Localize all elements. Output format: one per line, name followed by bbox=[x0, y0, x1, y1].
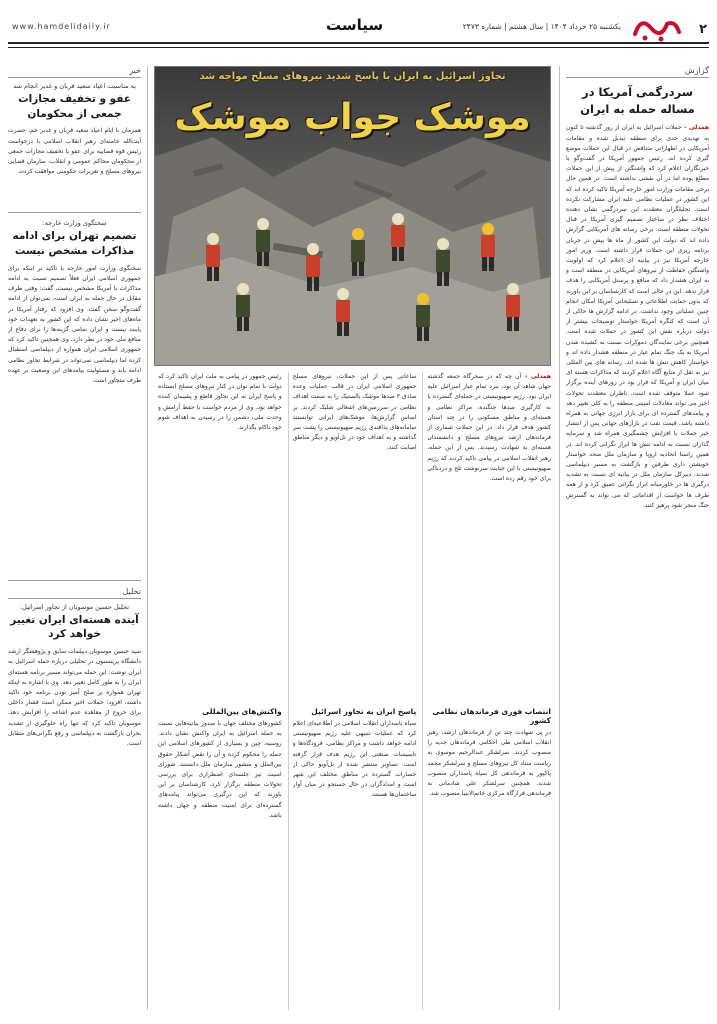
center-col1-lead: همدلی – bbox=[524, 373, 551, 380]
item3-body: سید حسین موسویان دیپلمات سابق و پژوهشگر ارشد دانشگاه پرینستون در تحلیلی درباره حمله اسرائیل به ایران نوشت: این حمله می‌تواند مسیر برنامه هسته‌ای ایران را به طور کامل تغییر دهد. وی با اشاره به اینکه تهران همواره بر صلح آمیز بودن برنامه خود تاکید داشته، افزود: حملات اخیر ممکن است فشار داخلی برای خروج از معاهده عدم اشاعه را افزایش دهد. موسویان تاکید کرد که تنها راه جلوگیری از تشدید بحران بازگشت به دیپلماسی و رفع نگرانی‌های متقابل است. bbox=[8, 648, 141, 747]
item3-title: آینده هسته‌ای ایران تغییر خواهد کرد bbox=[10, 613, 139, 641]
center-column-1 bbox=[422, 372, 551, 1010]
right-article-body bbox=[566, 123, 709, 993]
hero-photo bbox=[154, 66, 551, 366]
center-col3-body: رئیس جمهور در پیامی به ملت ایران تاکید کرد که دولت با تمام توان در کنار نیروهای مسلح ایستاده و پاسخ ایران به این تجاوز قاطع و پشیمان کننده خواهد بود. وی از مردم خواست با حفظ آرامش و وحدت ملی، دشمن را در رسیدن به اهداف شوم خود ناکام بگذارند. bbox=[157, 373, 282, 432]
report-tag: گزارش bbox=[566, 66, 709, 78]
center-col3-subhead: واکنش‌های بین‌المللی bbox=[202, 707, 282, 716]
center-col3-body2: کشورهای مختلف جهان با صدور بیانیه‌هایی نسبت به حمله اسرائیل به ایران واکنش نشان دادند. روسیه، چین و بسیاری از کشورهای اسلامی این حمله را محکوم کرده و آن را نقض آشکار حقوق بین‌الملل و منشور سازمان ملل دانستند. شورای امنیت نیز جلسه‌ای اضطراری برای بررسی تحولات منطقه برگزار کرد. کارشناسان بر این باورند که این درگیری می‌تواند پیامدهای گسترده‌ای برای امنیت منطقه و جهان داشته باشد. bbox=[157, 720, 282, 819]
center-col2-subhead: پاسخ ایران به تجاوز اسرائیل bbox=[311, 707, 417, 716]
item2-title: تصمیم تهران برای ادامه مذاکرات مشخص نیست bbox=[12, 230, 137, 258]
center-column-2 bbox=[288, 372, 417, 1010]
left-column bbox=[8, 66, 148, 1010]
divider bbox=[8, 212, 141, 213]
header-rule bbox=[8, 42, 709, 48]
masthead bbox=[0, 0, 717, 60]
center-col1-body2: در پی شهادت چند تن از فرماندهان ارشد، رهبر انقلاب اسلامی طی احکامی فرماندهان جدید را منصوب کردند. سرلشکر عبدالرحیم موسوی به ریاست ستاد کل نیروهای مسلح و سرلشکر محمد پاکپور به فرماندهی کل سپاه پاسداران منصوب شدند. همچنین سرلشکر علی شادمانی به فرماندهی قرارگاه مرکزی خاتم‌الانبیا منصوب شد. bbox=[427, 729, 551, 798]
item2-body: سخنگوی وزارت امور خارجه با تاکید بر اینکه برای جمهوری اسلامی ایران فعلاً تصمیم نسبت به ادامه مذاکرات با آمریکا مشخص نیست، گفت: وقتی طرف مقابل در حال حمله به ایران است، نمی‌توان از ادامه گفت‌وگو سخن گفت. وی افزود که رفتار آمریکا در ماه‌های اخیر نشان داده که این کشور به تعهدات خود پایبند نیست و ایران تمامی گزینه‌ها را برای دفاع از منافع ملی خود در نظر دارد. وی همچنین تاکید کرد که جمهوری اسلامی ایران همواره از دیپلماسی استقبال کرده اما دیپلماسی نمی‌تواند در شرایط تجاوز نظامی ادامه یابد و مسئولیت پیامدهای این وضعیت بر عهده طرف متجاوز است. bbox=[8, 264, 141, 384]
right-article-lead: همدلی – bbox=[683, 124, 709, 132]
center-col2-body2: سپاه پاسداران انقلاب اسلامی در اطلاعیه‌ای اعلام کرد که عملیات تنبیهی علیه رژیم صهیونیستی ادامه خواهد داشت و مراکز نظامی، فرودگاه‌ها و تاسیسات صنعتی این رژیم هدف قرار گرفته است. تصاویر منتشر شده از تل‌آویو حاکی از خسارات گسترده در مناطق مختلف این شهر است و امدادگران در حال جستجو در میان آوار ساختمان‌ها هستند. bbox=[292, 720, 417, 799]
right-article-text: حملات اسرائیل به ایران از روز گذشته تا کنون به تهدیدی جدی برای منطقه تبدیل شده و مقامات آمریکایی در اظهاراتی متناقض در قبال این حملات موضع گیری کرده اند. رئیس جمهور آمریکا در گفت‌وگو با خبرنگاران اعلام کرد که واشنگتن از پیش از این حملات مطلع بوده اما در آن نقشی نداشته است. در همین حال برخی مقامات وزارت امور خارجه آمریکا تاکید کرده اند که این کشور در عملیات نظامی علیه ایران مشارکت نکرده است. تحلیلگران معتقدند این سردرگمی نشان دهنده اختلاف نظر در ساختار تصمیم گیری آمریکا در قبال تحولات منطقه است. برخی رسانه های آمریکایی گزارش داده اند که دولت این کشور از ماه ها پیش در جریان برنامه ریزی این حملات قرار داشته است. وزیر امور خارجه آمریکا نیز در بیانیه ای اعلام کرد که اولویت واشنگتن حفاظت از نیروهای آمریکایی در منطقه است و به ایران هشدار داد که منافع و پرسنل آمریکایی را هدف قرار ندهد. این در حالی است که کارشناسان بر این باورند که بدون حمایت اطلاعاتی و تسلیحاتی آمریکا امکان انجام چنین عملیاتی وجود نداشت. در ادامه گزارش ها حاکی از آن است که کنگره آمریکا خواستار توضیحات بیشتر از دولت درباره نقش این کشور در حملات شده است. همچنین برخی نمایندگان دموکرات نسبت به کشیده شدن آمریکا به یک جنگ تمام عیار در منطقه هشدار داده اند و خواستار کاهش تنش ها شده اند. رسانه های بین المللی نیز به نقل از منابع آگاه اعلام کردند که مذاکرات هسته ای میان ایران و آمریکا که قرار بود در روزهای آینده برگزار شود عملا متوقف شده است. ناظران معتقدند تحولات اخیر می تواند معادلات امنیتی منطقه را به کلی تغییر دهد و پیامدهای گسترده ای برای بازار انرژی جهانی به همراه داشته باشد. قیمت نفت در بازارهای جهانی پس از انتشار خبر حملات با افزایش چشمگیری همراه شد و سرمایه گذاران نسبت به ادامه تنش ها ابراز نگرانی کرده اند. در همین راستا اتحادیه اروپا و سازمان ملل متحد خواستار خویشتن داری طرفین و بازگشت به مسیر دیپلماسی شدند. دبیرکل سازمان ملل در بیانیه ای نسبت به تشدید درگیری ها در خاورمیانه ابراز نگرانی عمیق کرد و از همه طرف ها خواست از اقداماتی که می تواند به گسترش جنگ منجر شود پرهیز کنند. bbox=[566, 124, 709, 509]
item1-kicker: به مناسبت اعیاد سعید قربان و غدیر انجام شد bbox=[13, 82, 136, 90]
center-section bbox=[154, 66, 551, 1010]
newspaper-logo bbox=[631, 10, 683, 46]
center-col1-subhead: انتصاب فوری فرماندهان نظامی کشور bbox=[432, 707, 551, 725]
center-article-columns bbox=[154, 372, 551, 1010]
center-col1-body bbox=[427, 372, 551, 702]
right-column bbox=[559, 66, 709, 1010]
website-url[interactable]: www.hamdelidaily.ir bbox=[12, 22, 111, 31]
center-col2-body: ساعاتی پس از این حملات، نیروهای مسلح جمهوری اسلامی ایران در قالب عملیات وعده صادق ۳ صدها موشک بالستیک را به سمت اهداف نظامی در سرزمین‌های اشغالی شلیک کردند. بر اساس گزارش‌ها، موشک‌های ایرانی توانستند سامانه‌های پدافندی رژیم صهیونیستی را پشت سر گذاشته و به اهداف خود در تل‌آویو و دیگر مناطق اصابت کنند. bbox=[292, 373, 417, 452]
section-title: سیاست bbox=[326, 16, 384, 34]
main-headline: موشک جواب موشک bbox=[174, 97, 531, 138]
center-column-3 bbox=[154, 372, 282, 1010]
item1-title: عفو و تخفیف مجازات جمعی از محکومان bbox=[18, 93, 131, 120]
analysis-tag: تحلیل bbox=[8, 587, 141, 599]
hero-kicker: تجاوز اسرائیل به ایران با پاسخ شدید نیروهای مسلح مواجه شد bbox=[199, 71, 506, 82]
center-col1-text: آن چه که در سحرگاه جمعه گذشته جهان شاهد آن بود، نبرد تمام عیار اسرائیل علیه ایران بود. رژیم صهیونیستی در حمله‌ای گسترده با به کارگیری صدها جنگنده، مراکز نظامی و هسته‌ای و مناطق مسکونی را در چند استان کشور هدف قرار داد. در این حملات شماری از فرماندهان ارشد نیروهای مسلح و دانشمندان هسته‌ای به شهادت رسیدند. پس از این حمله، رهبر انقلاب اسلامی در پیامی تاکید کردند که رژیم صهیونیستی با این جنایت سرنوشت تلخ و دردناکی برای خود رقم زده است. bbox=[427, 373, 551, 483]
news-tag: خبر bbox=[8, 66, 141, 78]
page-number: ۲ bbox=[699, 22, 707, 37]
item2-kicker: سخنگوی وزارت خارجه: bbox=[42, 219, 107, 228]
right-article-headline: سردرگمی آمریکا در مساله حمله به ایران bbox=[580, 85, 695, 116]
date-line: یکشنبه ۲۵ خرداد ۱۴۰۴ | سال هشتم | شماره ۲۴۷۳ bbox=[462, 22, 621, 31]
divider bbox=[8, 580, 141, 581]
item3-kicker: تحلیل حسین موسویان از تجاوز اسرائیل: bbox=[19, 602, 130, 611]
item1-body: همزمان با ایام اعیاد سعید قربان و غدیر خم، حضرت آیت‌الله خامنه‌ای رهبر انقلاب اسلامی با درخواست رئیس قوه قضاییه برای عفو یا تخفیف مجازات جمعی از محکومان محاکم عمومی و انقلاب، سازمان قضایی نیروهای مسلح و تعزیرات حکومتی موافقت کردند. bbox=[8, 127, 141, 176]
